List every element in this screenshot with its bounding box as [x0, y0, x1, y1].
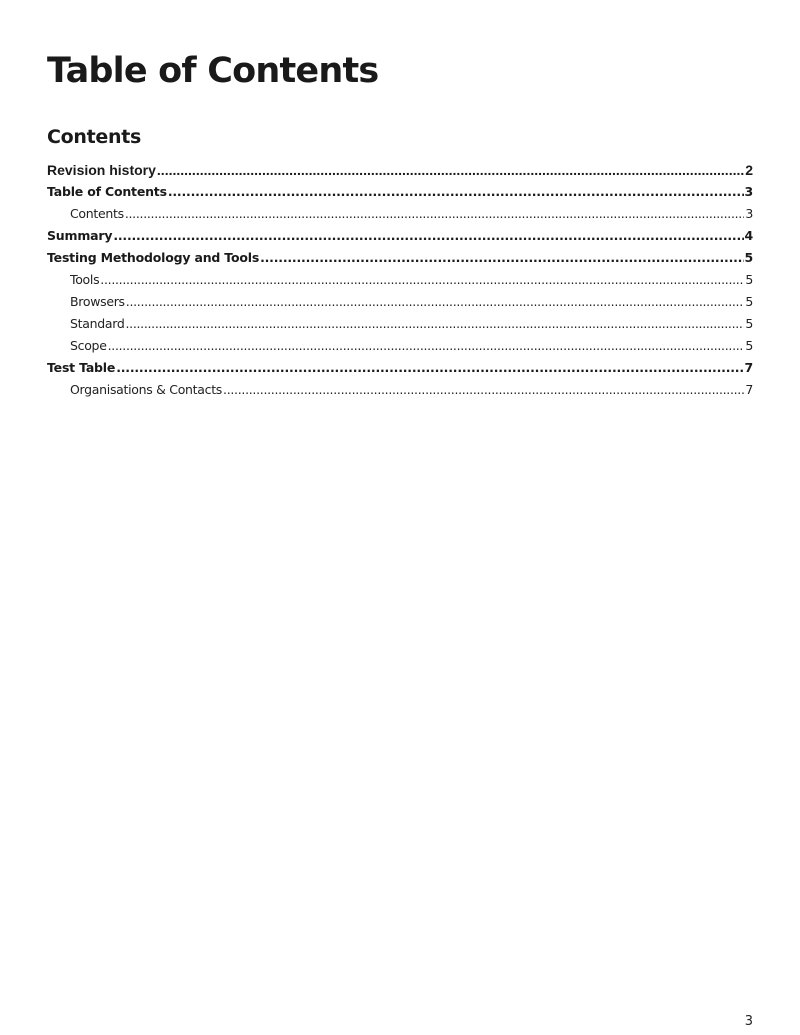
- page-number: 3: [744, 1014, 753, 1029]
- toc-entry-label: Testing Methodology and Tools: [47, 250, 260, 265]
- toc-entry-label: Contents: [70, 206, 124, 221]
- toc-entry-label: Scope: [70, 338, 107, 353]
- toc-entry-label: Revision history: [47, 162, 156, 178]
- toc-entry-scope[interactable]: [47, 335, 753, 357]
- toc-entry-page: 5: [745, 272, 753, 287]
- toc-leader-dots: [157, 159, 744, 181]
- toc-entry-page: 5: [745, 316, 753, 331]
- toc-entry-revision-history[interactable]: [47, 159, 753, 181]
- toc-entry-label: Summary: [47, 228, 113, 243]
- toc-entry-tools[interactable]: [47, 269, 753, 291]
- toc-entry-page: 5: [745, 294, 753, 309]
- toc-entry-page: 3: [745, 206, 753, 221]
- toc-leader-dots: [113, 225, 743, 247]
- toc-entry-label: Tools: [70, 272, 100, 287]
- toc-leader-dots: [260, 247, 743, 269]
- toc-entry-page: 4: [744, 228, 753, 243]
- toc-entry-browsers[interactable]: [47, 291, 753, 313]
- toc-entry-page: 3: [744, 184, 753, 199]
- toc-entry-page: 7: [745, 382, 753, 397]
- toc-entry-page: 2: [745, 162, 753, 178]
- toc-leader-dots: [223, 379, 744, 401]
- toc-entry-standard[interactable]: [47, 313, 753, 335]
- toc-entry-summary[interactable]: [47, 225, 753, 247]
- toc-leader-dots: [125, 203, 745, 225]
- toc-entry-label: Browsers: [70, 294, 125, 309]
- toc-leader-dots: [125, 313, 744, 335]
- toc-leader-dots: [108, 335, 745, 357]
- toc-leader-dots: [100, 269, 744, 291]
- toc-entry-page: 7: [744, 360, 753, 375]
- toc-entry-label: Organisations & Contacts: [70, 382, 223, 397]
- toc-entry-page: 5: [744, 250, 753, 265]
- toc-entry-page: 5: [745, 338, 753, 353]
- page-title: Table of Contents: [47, 51, 379, 91]
- toc-entry-contents[interactable]: [47, 203, 753, 225]
- toc-leader-dots: [168, 181, 744, 203]
- toc-entry-testing-methodology[interactable]: [47, 247, 753, 269]
- table-of-contents: [47, 159, 753, 401]
- toc-entry-organisations-contacts[interactable]: [47, 379, 753, 401]
- toc-leader-dots: [116, 357, 743, 379]
- toc-entry-label: Standard: [70, 316, 125, 331]
- toc-entry-label: Test Table: [47, 360, 116, 375]
- toc-entry-label: Table of Contents: [47, 184, 167, 199]
- toc-entry-table-of-contents[interactable]: [47, 181, 753, 203]
- toc-leader-dots: [126, 291, 745, 313]
- toc-heading: Contents: [47, 126, 142, 148]
- toc-entry-test-table[interactable]: [47, 357, 753, 379]
